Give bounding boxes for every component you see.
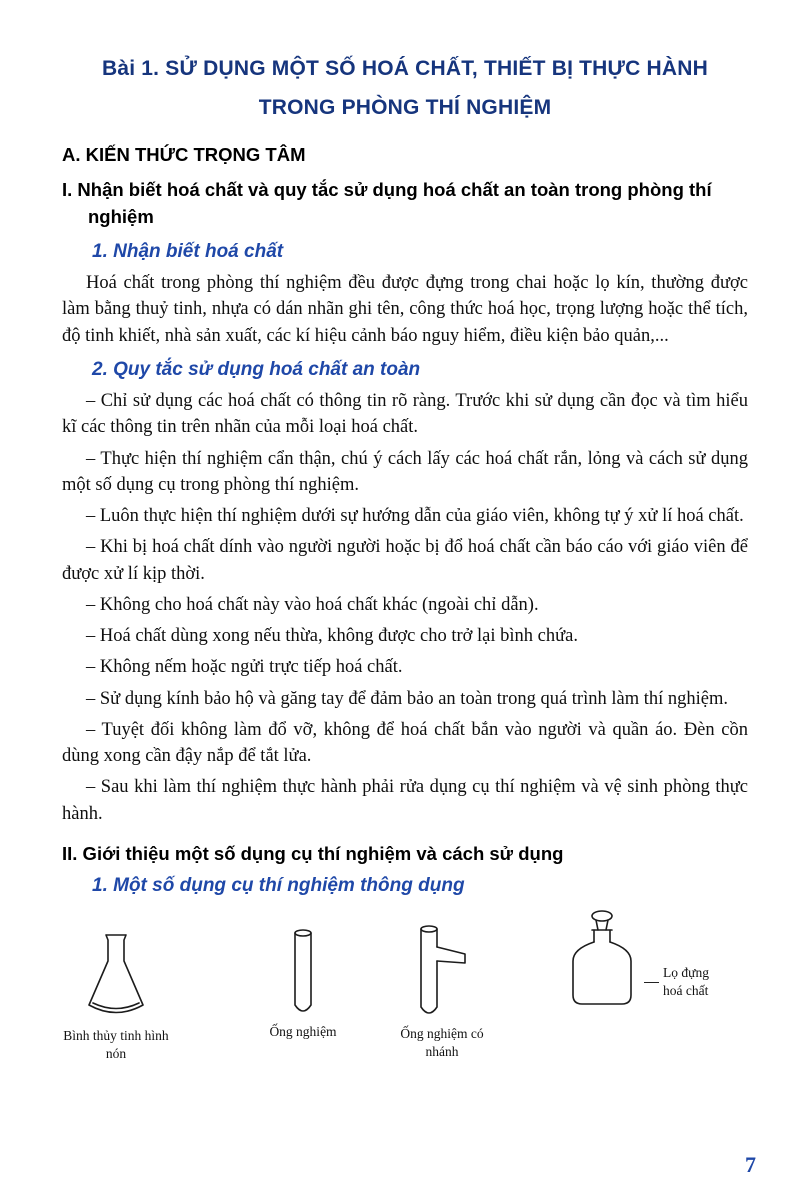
figure-test-tube (258, 927, 348, 1041)
rule-item: – Thực hiện thí nghiệm cẩn thận, chú ý cách lấy các hoá chất rắn, lỏng và cách sử dụng một số dụng cụ trong phòng thí nghiệm. (62, 448, 748, 495)
subheading-nhan-biet-hoa-chat: 1. Nhận biết hoá chất (92, 241, 284, 263)
page-title (62, 50, 748, 128)
rule-item: – Chỉ sử dụng các hoá chất có thông tin rõ ràng. Trước khi sử dụng cần đọc và tìm hiểu kĩ các thông tin trên nhãn của mỗi loại hoá chất. (62, 390, 748, 438)
rule-item: – Không cho hoá chất này vào hoá chất khác (ngoài chỉ dẫn). (86, 594, 539, 615)
figure-caption: Ống nghiệm có nhánh (400, 1025, 484, 1059)
rule-item: – Tuyệt đối không làm đổ vỡ, không để hoá chất bắn vào người và quần áo. Đèn cồn dùng xong cần đậy nắp để tắt lửa. (62, 719, 748, 767)
figure-caption: Lọ đựng hoá chất (663, 965, 709, 998)
test-tube-icon (291, 927, 315, 1019)
subheading-quy-tac-su-dung: 2. Quy tắc sử dụng hoá chất an toàn (92, 358, 421, 380)
title-line-1: Bài 1. SỬ DỤNG MỘT SỐ HOÁ CHẤT, THIẾT BỊ THỰC HÀNH (101, 57, 709, 80)
lab-equipment-figures (62, 909, 748, 1079)
section-ii-heading: II. Giới thiệu một số dụng cụ thí nghiệm và cách sử dụng (62, 842, 564, 864)
rule-item: – Hoá chất dùng xong nếu thừa, không được cho trở lại bình chứa. (86, 626, 578, 647)
conical-flask-icon (81, 931, 151, 1023)
figure-conical-flask (56, 931, 176, 1062)
paragraph-nhan-biet: Hoá chất trong phòng thí nghiệm đều được đựng trong chai hoặc lọ kín, thường được làm bằng thuỷ tinh, nhựa có dán nhãn ghi tên, công thức hoá học, trọng lượng hoặc thể tích, độ tinh khiết, nhà sản xuất, các kí hiệu cảnh báo nguy hiểm, điều kiện bảo quản,... (62, 273, 748, 346)
rule-item: – Sử dụng kính bảo hộ và găng tay để đảm bảo an toàn trong quá trình làm thí nghiệm. (86, 688, 728, 709)
subheading-dung-cu-thong-dung: 1. Một số dụng cụ thí nghiệm thông dụng (92, 874, 465, 896)
rule-item: – Khi bị hoá chất dính vào người người hoặc bị đổ hoá chất cần báo cáo với giáo viên để được xử lí kịp thời. (62, 537, 748, 584)
caption-leader-line (644, 982, 659, 983)
figure-test-tube-side-arm (392, 923, 492, 1060)
section-i-heading: I. Nhận biết hoá chất và quy tắc sử dụng hoá chất an toàn trong phòng thí nghiệm (62, 178, 712, 228)
rule-item: – Sau khi làm thí nghiệm thực hành phải rửa dụng cụ thí nghiệm và vệ sinh phòng thực hành. (62, 777, 748, 824)
figure-caption: Ống nghiệm (269, 1023, 337, 1039)
section-a-heading: A. KIẾN THỨC TRỌNG TÂM (62, 143, 306, 165)
figure-chemical-bottle (564, 909, 725, 1009)
figure-caption: Bình thủy tinh hình nón (63, 1027, 169, 1061)
rule-item: – Luôn thực hiện thí nghiệm dưới sự hướng dẫn của giáo viên, không tự ý xử lí hoá chất. (86, 506, 744, 527)
rule-item: – Không nếm hoặc ngửi trực tiếp hoá chất. (86, 657, 403, 678)
test-tube-side-arm-icon (415, 923, 469, 1021)
chemical-bottle-icon (564, 909, 642, 1009)
page-number: 7 (745, 1152, 756, 1177)
title-line-2: TRONG PHÒNG THÍ NGHIỆM (258, 95, 552, 119)
